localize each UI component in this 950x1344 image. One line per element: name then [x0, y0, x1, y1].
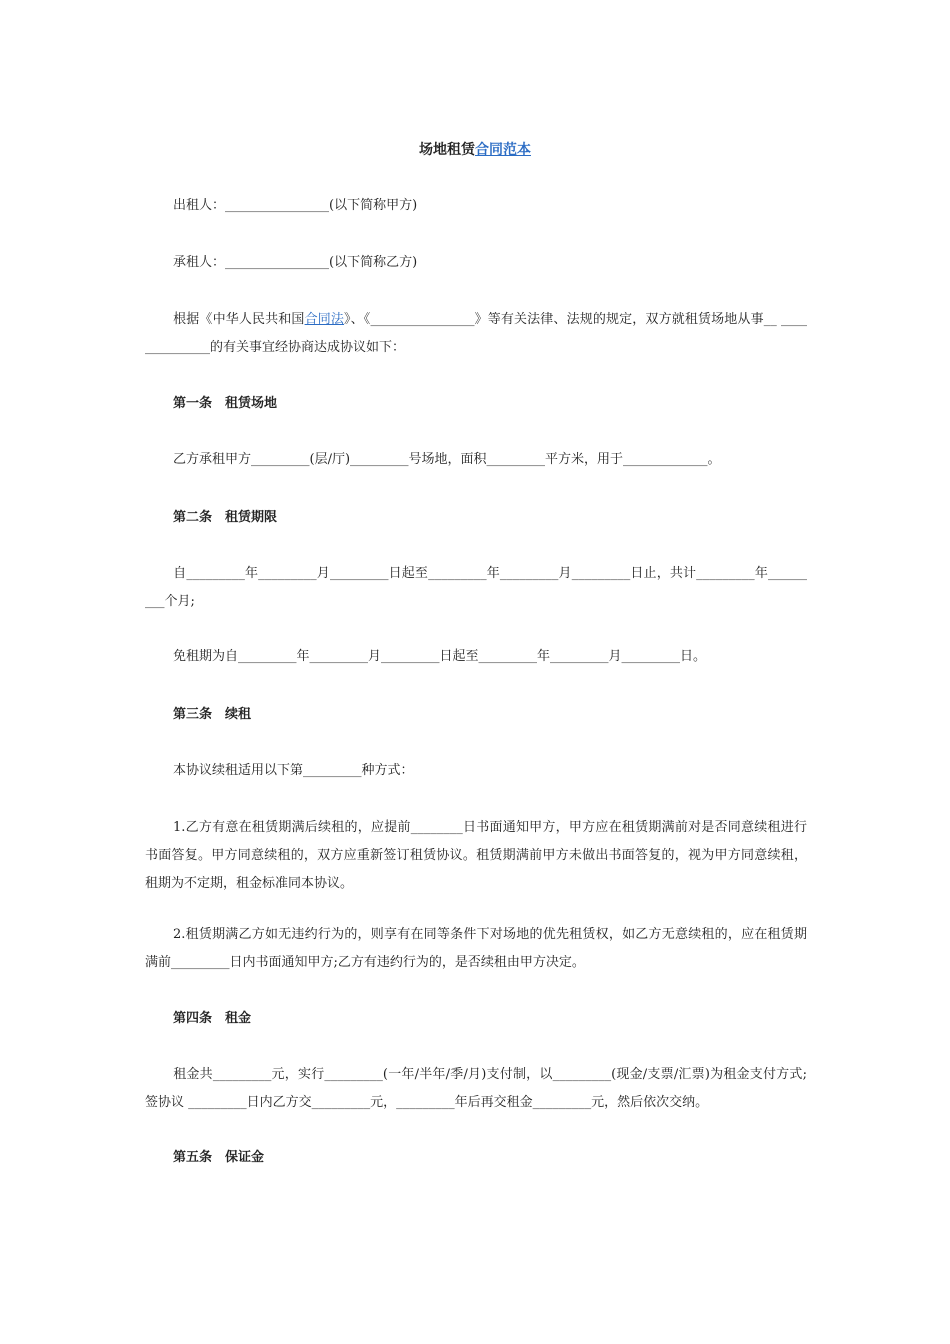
article-5-heading: 第五条 保证金 — [173, 1150, 265, 1165]
article-1-body — [145, 446, 807, 474]
title-link[interactable]: 合同范本 — [475, 142, 531, 158]
intro-text-2: 》、《________________》等有关法律、法规的规定，双方就租赁场地从事__ ______________的有关事宜经协商达成协议如下： — [145, 312, 807, 355]
intro-text-1: 根据《中华人民共和国 — [173, 312, 305, 327]
intro-paragraph — [145, 306, 807, 362]
article-3-text: 本协议续租适用以下第_________种方式： — [173, 763, 414, 778]
article-1-heading: 第一条 租赁场地 — [173, 396, 278, 411]
article-1-text: 乙方承租甲方_________(层/厅)_________号场地，面积_________平方米，用于_____________。 — [173, 452, 721, 467]
title-text: 场地租赁 — [419, 142, 475, 158]
lessee-line — [145, 249, 807, 277]
article-4-text: 租金共_________元，实行_________(一年/半年/季/月)支付制，以_________(现金/支票/汇票)为租金支付方式;签协议 _________日内乙方交_________元，_________年后再交租金_________元，然后依次交纳。 — [145, 1067, 807, 1110]
contract-law-link[interactable]: 合同法 — [304, 312, 345, 327]
article-4-heading: 第四条 租金 — [173, 1011, 252, 1026]
article-2-heading: 第二条 租赁期限 — [173, 510, 278, 525]
article-4-body — [145, 1061, 807, 1117]
article-3-item-1-text: 1.乙方有意在租赁期满后续租的，应提前________日书面通知甲方，甲方应在租赁期满前对是否同意续租进行书面答复。甲方同意续租的，双方应重新签订租赁协议。租赁期满前甲方未做出书面答复的，视为甲方同意续租，租期为不定期，租金标准同本协议。 — [145, 820, 807, 891]
article-3-item-2-text: 2.租赁期满乙方如无违约行为的，则享有在同等条件下对场地的优先租赁权，如乙方无意续租的，应在租赁期满前_________日内书面通知甲方;乙方有违约行为的，是否续租由甲方决定。 — [145, 927, 807, 970]
lessee-text: 承租人：________________(以下简称乙方) — [173, 255, 418, 270]
article-2-body-1 — [145, 560, 807, 616]
lessor-text: 出租人：________________(以下简称甲方) — [173, 198, 418, 213]
lessor-line — [145, 192, 807, 220]
article-3-item-2 — [145, 921, 807, 977]
article-2-text-1: 自_________年_________月_________日起至_________年_________月_________日止，共计_________年_________个月; — [145, 566, 807, 609]
article-2-body-2 — [145, 643, 807, 671]
article-3-item-1 — [145, 814, 807, 898]
article-3-body — [145, 757, 807, 785]
document-title — [0, 140, 950, 160]
article-2-text-2: 免租期为自_________年_________月_________日起至_________年_________月_________日。 — [173, 649, 707, 664]
article-3-heading: 第三条 续租 — [173, 707, 252, 722]
